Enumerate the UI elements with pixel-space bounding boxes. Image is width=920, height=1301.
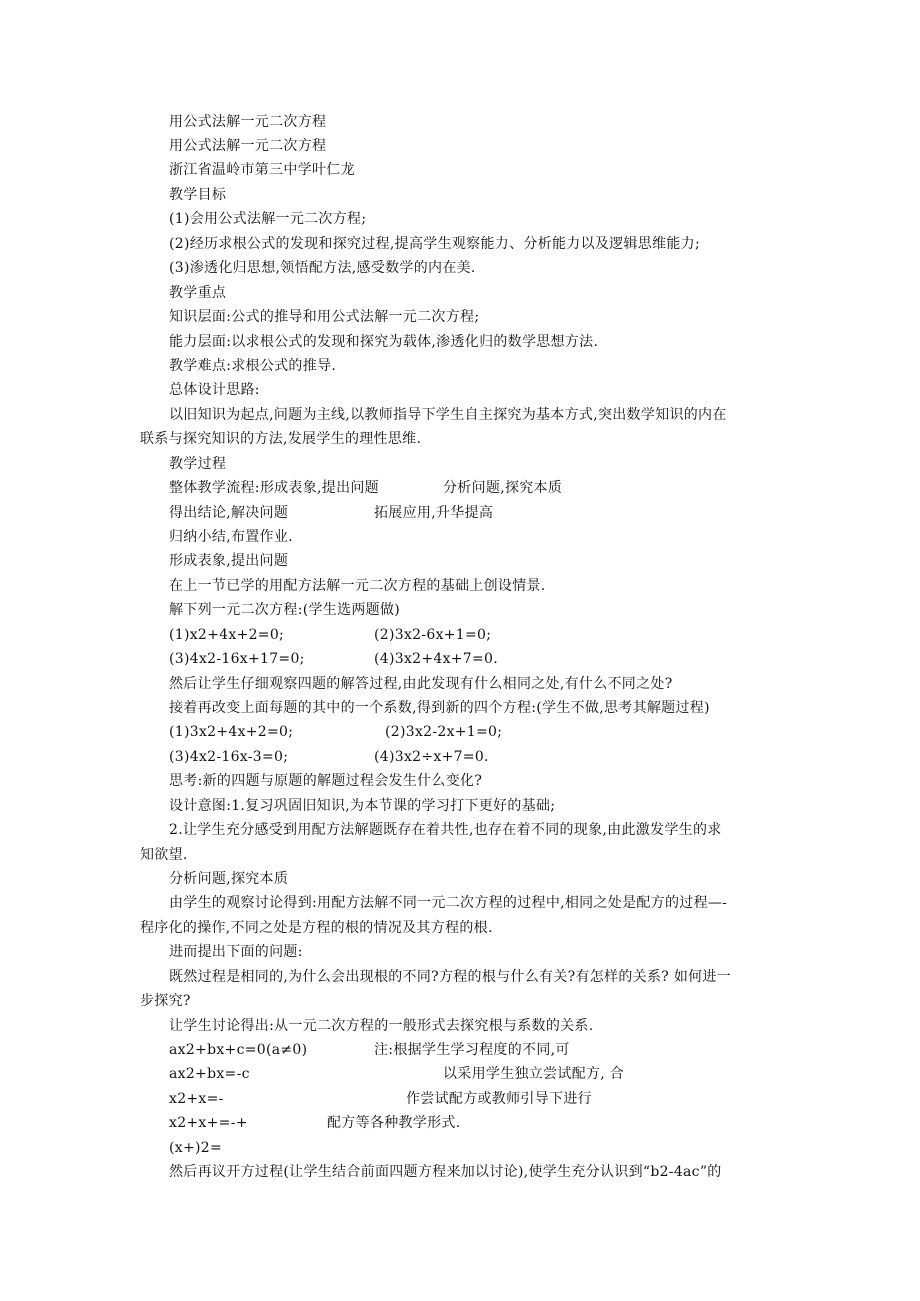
doc-subtitle: 用公式法解一元二次方程	[169, 138, 327, 154]
discussion-line-2: 程序化的操作,不同之处是方程的根的情况及其方程的根.	[140, 920, 493, 936]
flow-step-3: 得出结论,解决问题	[169, 505, 289, 521]
note-line-2: 以采用学生独立尝试配方, 合	[443, 1066, 625, 1082]
author-line: 浙江省温岭市第三中学叶仁龙	[169, 162, 355, 178]
note-line-1: 注:根据学生学习程度的不同,可	[374, 1042, 570, 1058]
stage-1-paragraph: 在上一节已学的用配方法解一元二次方程的基础上创设情景.	[169, 578, 546, 594]
change-paragraph: 接着再改变上面每题的其中的一个系数,得到新的四个方程:(学生不做,思考其解题过程)	[169, 700, 710, 716]
flow-step-1: 整体教学流程:形成表象,提出问题	[169, 480, 379, 496]
doc-title: 用公式法解一元二次方程	[169, 114, 327, 130]
think-question: 思考:新的四题与原题的解题过程会发生什么变化?	[169, 773, 483, 789]
further-question-intro: 进而提出下面的问题:	[169, 944, 303, 960]
design-paragraph-line-1: 以旧知识为起点,问题为主线,以教师指导下学生自主探究为基本方式,突出数学知识的内在	[169, 407, 727, 423]
flow-step-5: 归纳小结,布置作业.	[169, 529, 293, 545]
equation-2: (2)3x2-6x+1=0;	[374, 627, 492, 643]
goal-item-3: (3)渗透化归思想,领悟配方法,感受数学的内在美.	[169, 260, 476, 276]
design-intent-1: 设计意图:1.复习巩固旧知识,为本节课的学习打下更好的基础;	[169, 798, 556, 814]
new-equation-3: (3)4x2-16x-3=0;	[169, 749, 289, 765]
formula-step-5: (x+)2=	[169, 1140, 222, 1156]
difficulty-line: 教学难点:求根公式的推导.	[169, 358, 337, 374]
section-heading-goals: 教学目标	[169, 187, 227, 203]
equation-1: (1)x2+4x+2=0;	[169, 627, 285, 643]
flow-step-2: 分析问题,探究本质	[443, 480, 563, 496]
key-point-2: 能力层面:以求根公式的发现和探究为载体,渗透化归的数学思想方法.	[169, 334, 599, 350]
formula-step-3: x2+x=-	[169, 1091, 224, 1107]
final-paragraph-line: 然后再议开方过程(让学生结合前面四题方程来加以讨论),使学生充分认识到“b2-4ac”的	[169, 1164, 722, 1180]
flow-step-4: 拓展应用,升华提高	[374, 505, 494, 521]
note-line-3: 作尝试配方或教师引导下进行	[406, 1091, 592, 1107]
stage-heading-1: 形成表象,提出问题	[169, 553, 289, 569]
conclusion-line: 让学生讨论得出:从一元二次方程的一般形式去探究根与系数的关系.	[169, 1018, 594, 1034]
design-intent-2-line-2: 知欲望.	[140, 847, 188, 863]
new-equation-2: (2)3x2-2x+1=0;	[385, 724, 503, 740]
design-paragraph-line-2: 联系与探究知识的方法,发展学生的理性思维.	[140, 431, 422, 447]
key-point-1: 知识层面:公式的推导和用公式法解一元二次方程;	[169, 309, 480, 325]
question-line-1: 既然过程是相同的,为什么会出现根的不同?方程的根与什么有关?有怎样的关系? 如何进一	[169, 969, 732, 985]
equation-3: (3)4x2-16x+17=0;	[169, 651, 305, 667]
goal-item-2: (2)经历求根公式的发现和探究过程,提高学生观察能力、分析能力以及逻辑思维能力;	[169, 236, 700, 252]
formula-step-1: ax2+bx+c=0(a≠0)	[169, 1042, 308, 1058]
section-heading-key-points: 教学重点	[169, 285, 227, 301]
design-intent-2-line-1: 2.让学生充分感受到用配方法解题既存在着共性,也存在着不同的现象,由此激发学生的求	[169, 822, 722, 838]
stage-heading-2: 分析问题,探究本质	[169, 871, 289, 887]
formula-step-4: x2+x+=-+	[169, 1115, 248, 1131]
design-heading: 总体设计思路:	[169, 382, 260, 398]
note-line-4: 配方等各种教学形式.	[327, 1115, 461, 1131]
formula-step-2: ax2+bx=-c	[169, 1066, 250, 1082]
equation-4: (4)3x2+4x+7=0.	[374, 651, 498, 667]
discussion-line-1: 由学生的观察讨论得到:用配方法解不同一元二次方程的过程中,相同之处是配方的过程—-	[169, 895, 728, 911]
observe-paragraph: 然后让学生仔细观察四题的解答过程,由此发现有什么相同之处,有什么不同之处?	[169, 676, 673, 692]
flow-line-1	[169, 478, 379, 498]
section-heading-process: 教学过程	[169, 456, 227, 472]
new-equation-1: (1)3x2+4x+2=0;	[169, 724, 294, 740]
question-line-2: 步探究?	[140, 993, 191, 1009]
new-equation-4: (4)3x2÷x+7=0.	[374, 749, 489, 765]
goal-item-1: (1)会用公式法解一元二次方程;	[169, 211, 367, 227]
exercise-intro: 解下列一元二次方程:(学生选两题做)	[169, 602, 401, 618]
